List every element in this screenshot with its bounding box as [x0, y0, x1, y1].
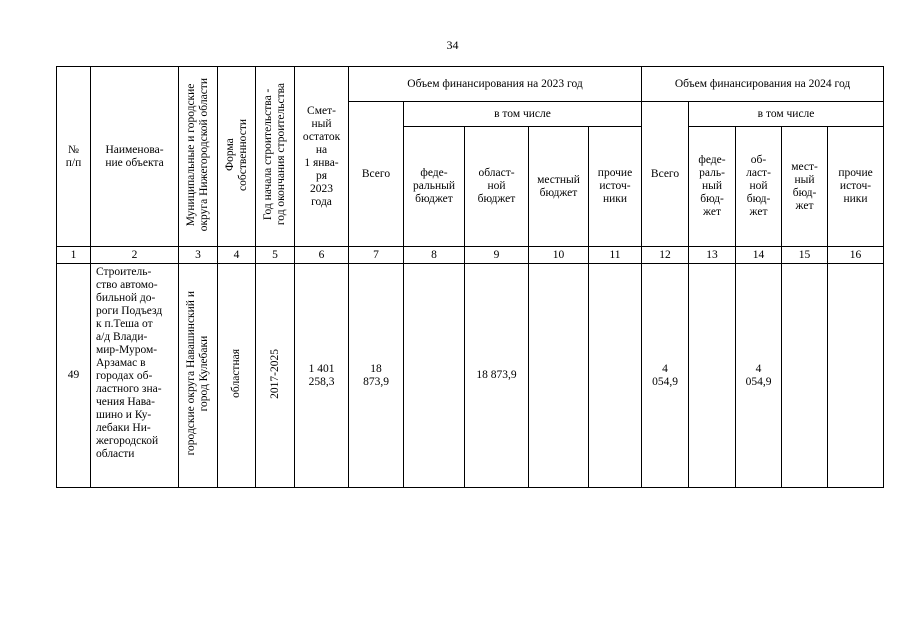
column-number: 4 — [218, 247, 256, 264]
header-regional-2024-text: об- ласт- ной бюд- жет — [746, 154, 771, 218]
header-fin-2024: Объем финансирования на 2024 год — [642, 67, 884, 102]
column-number-row — [57, 247, 884, 264]
header-estimate-text: Смет- ный остаток на 1 янва- ря 2023 года — [302, 104, 341, 208]
header-regional-2023 — [465, 127, 529, 247]
row-local-2024 — [782, 264, 828, 488]
column-number: 9 — [465, 247, 529, 264]
header-regional-2023-text: област- ной бюджет — [477, 167, 516, 205]
row-object-name-text: Строитель- ство автомо- бильной до- роги Подъезд к п.Теша от а/д Влади- мир-Муром- Арзамас в городах об- ластного зна- чения Нава- шино и Ку- лебаки Ни- жегородской области — [96, 266, 163, 460]
row-municipality-text: городские округа Навашинский и город Кулебаки — [185, 291, 210, 456]
column-number: 6 — [295, 247, 349, 264]
header-total-2024: Всего — [642, 102, 689, 247]
header-federal-2023 — [404, 127, 465, 247]
header-other-2024 — [828, 127, 884, 247]
header-federal-2024-text: феде- раль- ный бюд- жет — [698, 154, 726, 218]
header-num — [57, 67, 91, 247]
column-number: 12 — [642, 247, 689, 264]
header-municipality — [179, 67, 218, 247]
column-number: 10 — [529, 247, 589, 264]
header-local-2023 — [529, 127, 589, 247]
header-federal-2024 — [689, 127, 736, 247]
row-ownership-text: областная — [230, 349, 242, 398]
row-regional-2023: 18 873,9 — [465, 264, 529, 488]
header-name — [91, 67, 179, 247]
column-number: 5 — [256, 247, 295, 264]
row-total-2024-text: 4 054,9 — [652, 362, 678, 388]
row-other-2024 — [828, 264, 884, 488]
row-federal-2024 — [689, 264, 736, 488]
column-number: 11 — [589, 247, 642, 264]
header-regional-2024 — [736, 127, 782, 247]
row-local-2023 — [529, 264, 589, 488]
row-other-2023 — [589, 264, 642, 488]
header-ownership-text: Форма собственности — [223, 118, 249, 191]
row-regional-2024-text: 4 054,9 — [745, 362, 772, 388]
row-years — [256, 264, 295, 488]
row-total-2023 — [349, 264, 404, 488]
header-estimate — [295, 67, 349, 247]
row-regional-2024 — [736, 264, 782, 488]
column-number: 13 — [689, 247, 736, 264]
header-years — [256, 67, 295, 247]
row-years-text: 2017-2025 — [268, 348, 281, 399]
row-num: 49 — [57, 264, 91, 488]
row-object-name — [91, 264, 179, 488]
column-number: 1 — [57, 247, 91, 264]
financing-table — [56, 66, 884, 488]
header-local-2023-text: местный бюджет — [537, 173, 580, 199]
row-ownership — [218, 264, 256, 488]
row-federal-2023 — [404, 264, 465, 488]
header-including-2023: в том числе — [404, 102, 642, 127]
header-including-2024: в том числе — [689, 102, 884, 127]
header-num-text: № п/п — [65, 143, 82, 169]
column-number: 16 — [828, 247, 884, 264]
header-fin-2023: Объем финансирования на 2023 год — [349, 67, 642, 102]
row-municipality — [179, 264, 218, 488]
header-federal-2023-text: феде- ральный бюджет — [413, 167, 455, 205]
column-number: 7 — [349, 247, 404, 264]
header-total-2023: Всего — [349, 102, 404, 247]
header-local-2024 — [782, 127, 828, 247]
header-other-2023-text: прочие источ- ники — [597, 167, 633, 205]
header-name-text: Наименова- ние объекта — [105, 143, 164, 169]
column-number: 8 — [404, 247, 465, 264]
header-years-text: Год начала строительства - год окончания строительства — [262, 83, 287, 226]
column-number: 2 — [91, 247, 179, 264]
column-number: 15 — [782, 247, 828, 264]
table-row — [57, 264, 884, 488]
row-estimate — [295, 264, 349, 488]
column-number: 3 — [179, 247, 218, 264]
page-number: 34 — [446, 38, 459, 52]
header-other-2024-text: прочие источ- ники — [838, 167, 873, 205]
column-number: 14 — [736, 247, 782, 264]
header-ownership — [218, 67, 256, 247]
row-total-2023-text: 18 873,9 — [363, 362, 389, 388]
header-other-2023 — [589, 127, 642, 247]
row-total-2024 — [642, 264, 689, 488]
row-estimate-text: 1 401 258,3 — [308, 362, 335, 388]
header-municipality-text: Муниципальные и городские округа Нижегородской области — [185, 77, 210, 232]
header-local-2024-text: мест- ный бюд- жет — [791, 160, 818, 212]
